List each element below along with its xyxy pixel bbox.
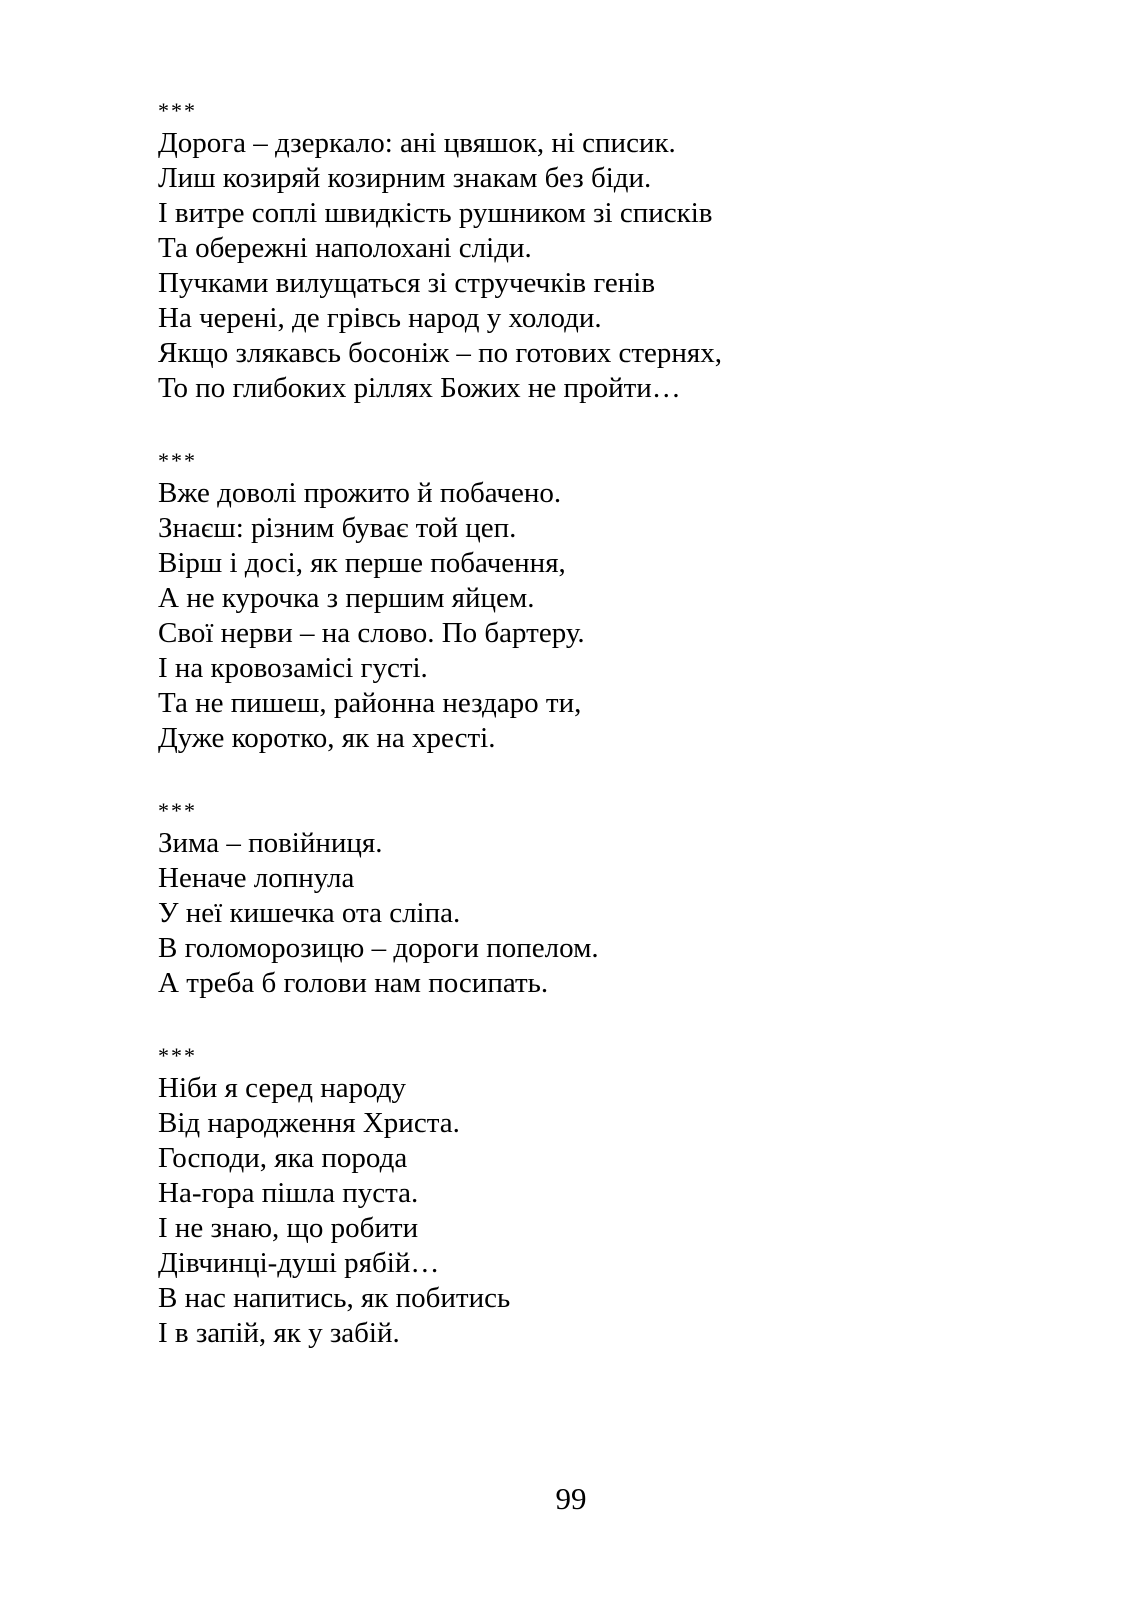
poem-line: Та не пишеш, районна нездаро ти,	[158, 687, 582, 719]
poem-line: Знаєш: різним буває той цеп.	[158, 512, 517, 544]
poem-line: На черені, де грівсь народ у холоди.	[158, 302, 602, 334]
poem-line: І не знаю, що робити	[158, 1212, 419, 1244]
poem-line: То по глибоких ріллях Божих не пройти…	[158, 372, 681, 404]
poem-line: Дівчинці-душі рябій…	[158, 1247, 440, 1279]
page-number: 99	[555, 1481, 587, 1516]
poem-line: Вже доволі прожито й побачено.	[158, 477, 562, 509]
poem-line: Господи, яка порода	[158, 1142, 408, 1174]
poem-line: Зима – повійниця.	[158, 827, 383, 859]
poem-line: А треба б голови нам посипать.	[158, 967, 549, 999]
poem-3	[158, 796, 599, 1001]
poem-separator: ***	[158, 1043, 197, 1068]
poem-line: Свої нерви – на слово. По бартеру.	[158, 617, 585, 649]
poem-line: На-гора пішла пуста.	[158, 1177, 419, 1209]
poem-line: І на кровозамісі густі.	[158, 652, 428, 684]
poem-line: Пучками вилущаться зі стручечків генів	[158, 267, 656, 299]
poem-4	[158, 1041, 510, 1351]
poem-line: І витре соплі швидкість рушником зі списків	[158, 197, 713, 229]
poem-1	[158, 96, 722, 406]
poem-2	[158, 446, 585, 756]
poem-line: У неї кишечка ота сліпа.	[158, 897, 461, 929]
poem-line: Вірш і досі, як перше побачення,	[158, 547, 566, 579]
poem-separator: ***	[158, 98, 197, 123]
poem-separator: ***	[158, 448, 197, 473]
poem-line: Та обережні наполохані сліди.	[158, 232, 532, 264]
poem-line: Якщо злякавсь босоніж – по готових стернях,	[158, 337, 722, 369]
poem-line: В нас напитись, як побитись	[158, 1282, 511, 1314]
poem-line: Лиш козиряй козирним знакам без біди.	[158, 162, 652, 194]
poem-line: В голоморозицю – дороги попелом.	[158, 932, 599, 964]
poem-line: Ніби я серед народу	[158, 1072, 407, 1104]
poem-line: І в запій, як у забій.	[158, 1317, 400, 1349]
poem-line: Неначе лопнула	[158, 862, 355, 894]
poem-line: Дорога – дзеркало: ані цвяшок, ні списик.	[158, 127, 676, 159]
poem-line: А не курочка з першим яйцем.	[158, 582, 535, 614]
poem-line: Дуже коротко, як на хресті.	[158, 722, 496, 754]
poem-separator: ***	[158, 798, 197, 823]
poem-line: Від народження Христа.	[158, 1107, 460, 1139]
